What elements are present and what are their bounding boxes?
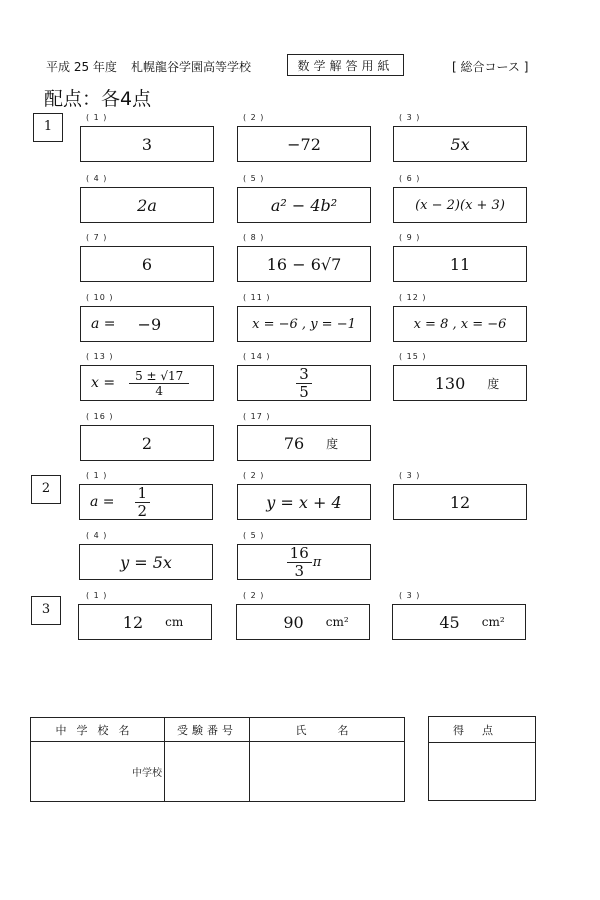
examinee-info-table xyxy=(30,717,405,802)
answer-box-3-2 xyxy=(236,604,370,640)
item-label: ( 2 ) xyxy=(243,113,265,122)
fraction xyxy=(287,543,312,580)
answer-value: x = 8 , x = −6 xyxy=(413,316,507,332)
item-label: ( 12 ) xyxy=(399,293,427,302)
answer-box-2-2 xyxy=(237,484,371,520)
answer-value: −9 xyxy=(137,314,162,334)
answer-value: 6 xyxy=(141,254,153,274)
answer-value: 76 xyxy=(283,433,305,453)
answer-unit: cm² xyxy=(325,615,349,629)
item-label: ( 3 ) xyxy=(399,113,421,122)
answer-value: a² − 4b² xyxy=(270,195,338,215)
answer-box-1-1 xyxy=(80,126,214,162)
school-name-field[interactable] xyxy=(31,742,165,802)
sheet-title: 数学解答用紙 xyxy=(287,54,404,76)
item-label: ( 4 ) xyxy=(86,174,108,183)
name-field[interactable] xyxy=(250,742,405,802)
answer-box-1-16 xyxy=(80,425,214,461)
fraction-numerator: 3 xyxy=(296,367,312,384)
fraction-numerator: 16 xyxy=(287,546,312,563)
answer-value: 16 − 6√7 xyxy=(266,254,342,274)
answer-value: 45 xyxy=(439,612,460,632)
header-score: 得点 xyxy=(429,717,536,743)
answer-unit: 度 xyxy=(487,376,500,391)
answer-box-2-5 xyxy=(237,544,371,580)
item-label: ( 14 ) xyxy=(243,352,271,361)
item-label: ( 9 ) xyxy=(399,233,421,242)
points-note: 配点：各4点 xyxy=(44,88,152,110)
answer-box-2-3 xyxy=(393,484,527,520)
fraction-denominator: 2 xyxy=(137,501,148,520)
item-label: ( 10 ) xyxy=(86,293,114,302)
answer-box-1-14 xyxy=(237,365,371,401)
fraction xyxy=(296,364,312,401)
score-table xyxy=(428,716,536,801)
item-label: ( 6 ) xyxy=(399,174,421,183)
answer-box-1-10 xyxy=(80,306,214,342)
answer-prefix: x = xyxy=(91,375,116,391)
item-label: ( 2 ) xyxy=(243,591,265,600)
answer-box-3-3 xyxy=(392,604,526,640)
answer-box-1-5 xyxy=(237,187,371,223)
item-label: ( 4 ) xyxy=(86,531,108,540)
item-label: ( 5 ) xyxy=(243,174,265,183)
answer-value: 130 xyxy=(434,373,466,393)
answer-value: 5x xyxy=(450,134,470,154)
item-label: ( 15 ) xyxy=(399,352,427,361)
header-exam-number: 受験番号 xyxy=(165,718,250,742)
item-label: ( 16 ) xyxy=(86,412,114,421)
answer-box-1-2 xyxy=(237,126,371,162)
item-label: ( 17 ) xyxy=(243,412,271,421)
school-name: 札幌龍谷学園高等学校 xyxy=(131,60,252,74)
fraction-denominator: 4 xyxy=(155,383,164,398)
answer-value: 3 xyxy=(141,134,153,154)
answer-box-1-15 xyxy=(393,365,527,401)
answer-box-1-12 xyxy=(393,306,527,342)
score-field[interactable] xyxy=(429,743,536,801)
item-label: ( 1 ) xyxy=(86,471,108,480)
exam-year: 平成 25 年度 xyxy=(46,60,117,74)
answer-box-3-1 xyxy=(78,604,212,640)
fraction-numerator: 5 ± √17 xyxy=(129,370,189,384)
exam-number-field[interactable] xyxy=(165,742,250,802)
header-school-name: 中学校名 xyxy=(31,718,165,742)
answer-value: −72 xyxy=(287,134,321,154)
answer-box-2-4 xyxy=(79,544,213,580)
item-label: ( 5 ) xyxy=(243,531,265,540)
answer-value: y = 5x xyxy=(120,552,172,572)
answer-value: (x − 2)(x + 3) xyxy=(415,197,505,213)
section-number-3: 3 xyxy=(31,596,61,625)
answer-box-1-11 xyxy=(237,306,371,342)
answer-prefix: a = xyxy=(91,316,116,332)
item-label: ( 11 ) xyxy=(243,293,271,302)
item-label: ( 1 ) xyxy=(86,113,108,122)
answer-unit: 度 xyxy=(326,436,339,451)
answer-value: x = −6 , y = −1 xyxy=(252,316,356,332)
answer-value: 11 xyxy=(449,254,471,274)
answer-box-2-1 xyxy=(79,484,213,520)
answer-box-1-4 xyxy=(80,187,214,223)
item-label: ( 8 ) xyxy=(243,233,265,242)
fraction xyxy=(135,483,151,520)
answer-value: 12 xyxy=(122,612,144,632)
course-name: [ 総合コース ] xyxy=(452,60,529,74)
fraction-numerator: 1 xyxy=(135,486,151,503)
item-label: ( 2 ) xyxy=(243,471,265,480)
item-label: ( 3 ) xyxy=(399,591,421,600)
answer-box-1-7 xyxy=(80,246,214,282)
answer-box-1-17 xyxy=(237,425,371,461)
section-number-2: 2 xyxy=(31,475,61,504)
answer-box-1-9 xyxy=(393,246,527,282)
answer-value: y = x + 4 xyxy=(266,492,342,512)
item-label: ( 1 ) xyxy=(86,591,108,600)
answer-unit: cm² xyxy=(481,615,505,629)
answer-unit: cm xyxy=(165,615,184,629)
answer-box-1-6 xyxy=(393,187,527,223)
answer-value: 2 xyxy=(141,433,153,453)
fraction xyxy=(129,370,189,397)
answer-prefix: a = xyxy=(90,494,115,510)
answer-suffix: π xyxy=(312,554,322,570)
answer-value: 2a xyxy=(137,195,157,215)
answer-value: 12 xyxy=(449,492,471,512)
item-label: ( 13 ) xyxy=(86,352,114,361)
fraction-denominator: 3 xyxy=(294,561,304,580)
header-name: 氏 名 xyxy=(250,718,405,742)
fraction-denominator: 5 xyxy=(299,382,309,401)
item-label: ( 7 ) xyxy=(86,233,108,242)
answer-box-1-13 xyxy=(80,365,214,401)
item-label: ( 3 ) xyxy=(399,471,421,480)
answer-value: 90 xyxy=(283,612,304,632)
answer-box-1-8 xyxy=(237,246,371,282)
answer-box-1-3 xyxy=(393,126,527,162)
school-suffix: 中学校 xyxy=(132,768,162,779)
section-number-1: 1 xyxy=(33,113,63,142)
